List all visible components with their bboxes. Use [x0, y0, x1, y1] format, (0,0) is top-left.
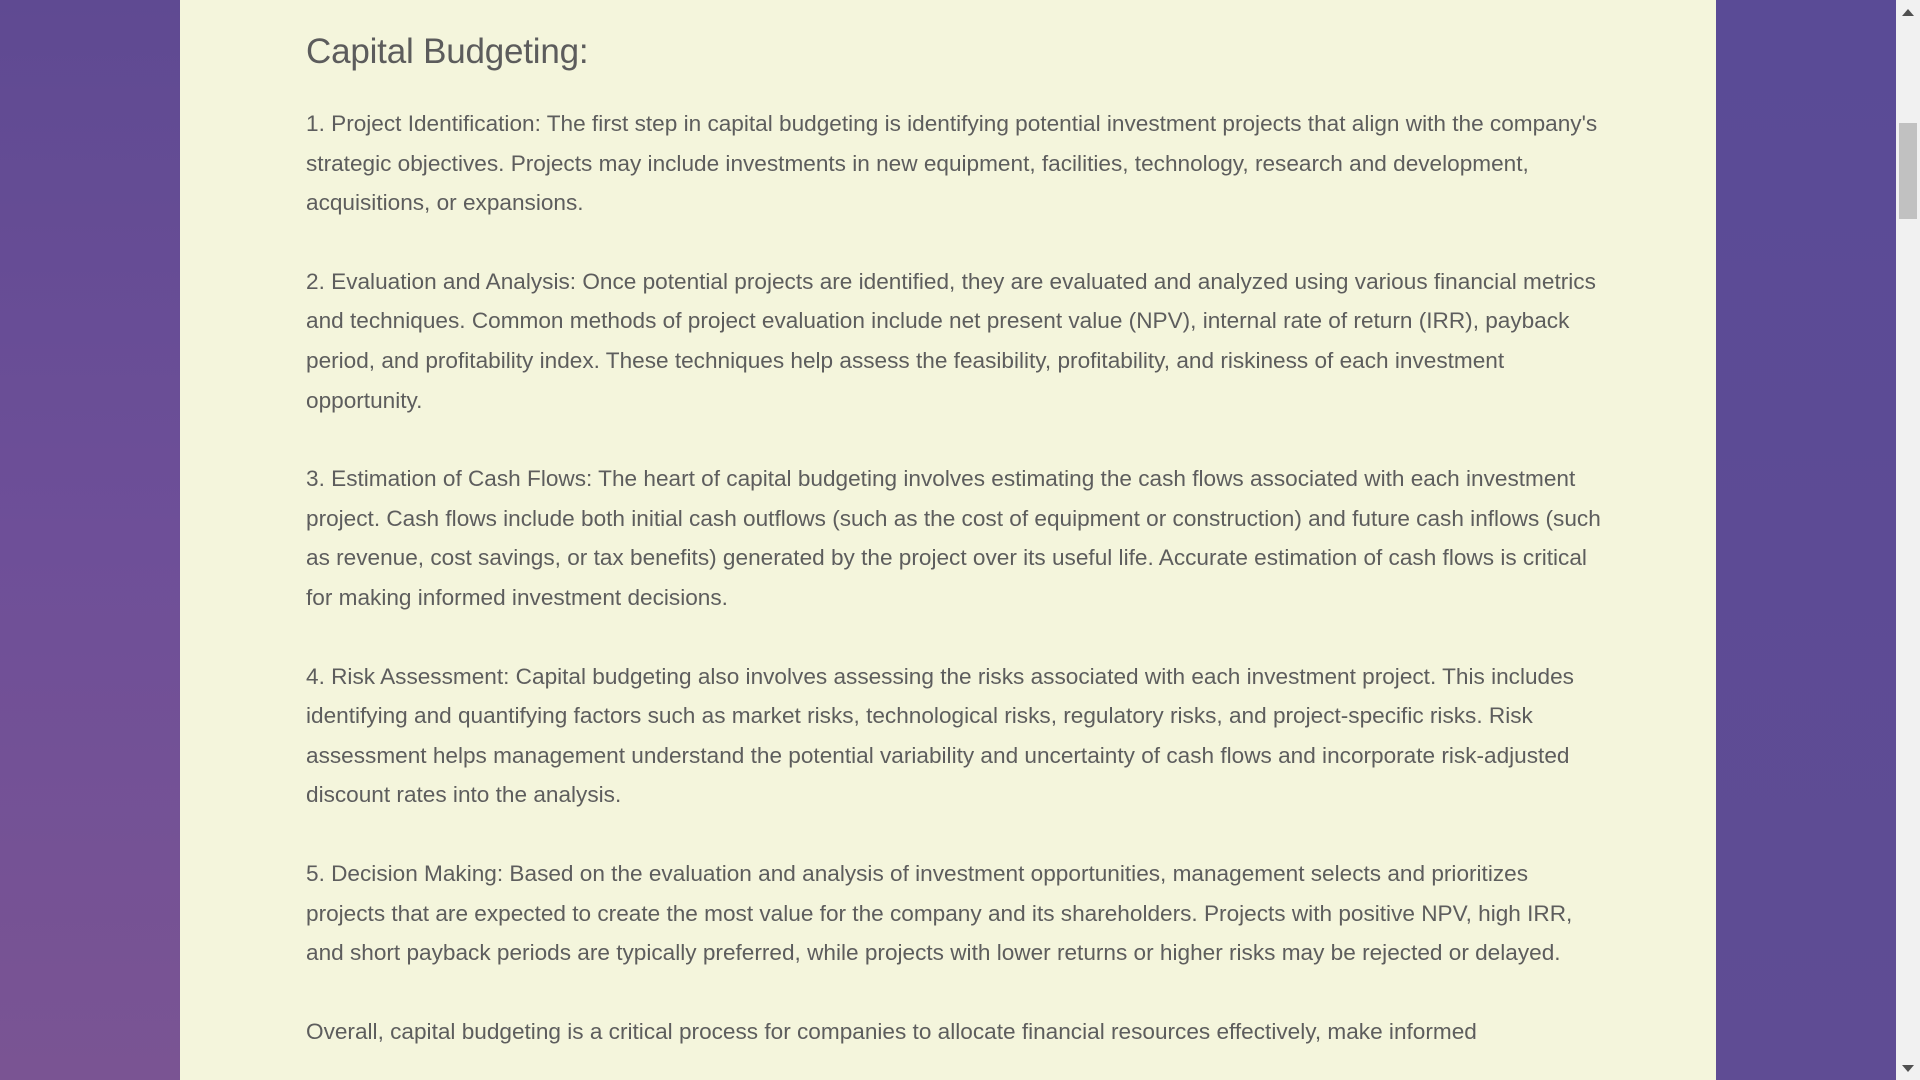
- paragraph-project-identification: 1. Project Identification: The first step in capital budgeting is identifying potential investment projects that align with the company's strategic objectives. Projects may include investments in new equipment, facilities, technology, research and development, acquisitions, or expansions.: [306, 111, 1598, 216]
- article: [306, 0, 1606, 1051]
- content-panel: [180, 0, 1716, 1080]
- scroll-down-button[interactable]: [1896, 1056, 1920, 1080]
- article-heading: Capital Budgeting:: [306, 32, 589, 71]
- triangle-down-icon: [1902, 1065, 1914, 1072]
- paragraph-decision-making: 5. Decision Making: Based on the evaluation and analysis of investment opportunities, management selects and prioritizes projects that are expected to create the most value for the company and its shareholders. Projects with positive NPV, high IRR, and short payback periods are typically preferred, while projects with lower returns or higher risks may be rejected or delayed.: [306, 860, 1573, 966]
- paragraph-evaluation-analysis: 2. Evaluation and Analysis: Once potential projects are identified, they are evaluated and analyzed using various financial metrics and techniques. Common methods of project evaluation include net present value (NPV), internal rate of return (IRR), payback period, and profitability index. These techniques help assess the feasibility, profitability, and riskiness of each investment opportunity.: [306, 268, 1596, 413]
- page-background-right: [1712, 0, 1920, 1080]
- triangle-up-icon: [1902, 9, 1914, 16]
- paragraph-risk-assessment: 4. Risk Assessment: Capital budgeting also involves assessing the risks associated with each investment project. This includes identifying and quantifying factors such as market risks, technological risks, regulatory risks, and project-specific risks. Risk assessment helps management understand the potential variability and uncertainty of cash flows and incorporate risk-adjusted discount rates into the analysis.: [306, 663, 1574, 808]
- scroll-up-button[interactable]: [1896, 0, 1920, 24]
- paragraph-overall: Overall, capital budgeting is a critical process for companies to allocate financial resources effectively, make informed: [306, 1018, 1477, 1044]
- vertical-scrollbar[interactable]: [1896, 0, 1920, 1080]
- paragraph-cash-flows: 3. Estimation of Cash Flows: The heart of capital budgeting involves estimating the cash flows associated with each investment project. Cash flows include both initial cash outflows (such as the cost of equipment or construction) and future cash inflows (such as revenue, cost savings, or tax benefits) generated by the project over its useful life. Accurate estimation of cash flows is critical for making informed investment decisions.: [306, 466, 1601, 610]
- scrollbar-thumb[interactable]: [1899, 123, 1917, 219]
